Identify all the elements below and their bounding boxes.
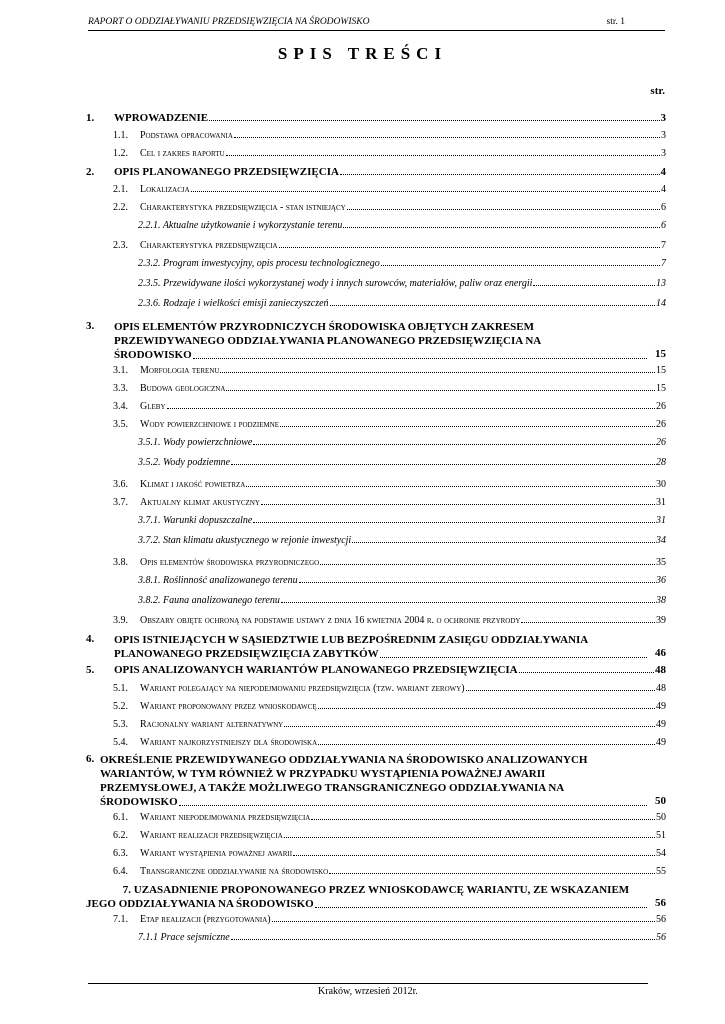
toc-entry-page: 38 (656, 595, 666, 606)
toc-entry-text: OPIS ISTNIEJĄCYCH W SĄSIEDZTWIE LUB BEZPOŚREDNIM ZASIĘGU ODDZIAŁYWANIA PLANOWANEGO PRZEDSIĘWZIĘCIA ZABYTKÓW (114, 633, 666, 661)
toc-entry-number: 5. (86, 664, 95, 676)
toc-entry[interactable] (86, 130, 666, 144)
toc-entry-text: Wariant wystąpienia poważnej awarii (140, 848, 293, 859)
toc-entry-number: 3.4. (113, 401, 128, 412)
toc-entry-page: 30 (656, 479, 666, 490)
toc-entry[interactable] (86, 737, 666, 751)
dot-leader (329, 873, 655, 874)
toc-entry[interactable] (86, 683, 666, 697)
dot-leader (253, 444, 655, 445)
toc-entry[interactable] (86, 401, 666, 415)
toc-entry-page: 6 (661, 202, 666, 213)
toc-entry-page: 7 (661, 258, 666, 269)
toc-entry-text: WPROWADZENIE (114, 112, 209, 124)
toc-entry-number: 3.9. (113, 615, 128, 626)
toc-entry-text: OPIS PLANOWANEGO PRZEDSIĘWZIĘCIA (114, 166, 339, 178)
toc-entry[interactable] (86, 298, 666, 312)
toc-entry-page: 49 (656, 701, 666, 712)
toc-entry-page: 51 (656, 830, 666, 841)
toc-entry[interactable] (86, 615, 666, 629)
toc-entry-number: 3.3. (113, 383, 128, 394)
toc-entry-text: OKREŚLENIE PRZEWIDYWANEGO ODDZIAŁYWANIA NA ŚRODOWISKO ANALIZOWANYCH WARIANTÓW, W TYM RÓWNIEŻ W PRZYPADKU WYSTĄPIENIA POWAŻNEJ AWARII PRZEMYSŁOWEJ, A TAKŻE MOŻLIWEGO TRANSGRANICZNEGO ODDZIAŁYWANIA NA ŚRODOWISKO (100, 753, 666, 809)
toc-entry[interactable] (86, 719, 666, 733)
dot-leader (231, 464, 655, 465)
dot-leader (381, 265, 660, 266)
dot-leader (209, 120, 659, 121)
toc-entry-page: 56 (656, 914, 666, 925)
toc-entry[interactable] (86, 932, 666, 946)
toc-entry[interactable] (86, 753, 666, 809)
toc-entry-number: 3.6. (113, 479, 128, 490)
toc-entry-page: 26 (656, 401, 666, 412)
toc-entry-text: Obszary objęte ochroną na podstawie ustawy z dnia 16 kwietnia 2004 r. o ochronie przyrody (140, 615, 521, 626)
dot-leader (343, 227, 660, 228)
toc-entry-text: OPIS ELEMENTÓW PRZYRODNICZYCH ŚRODOWISKA OBJĘTYCH ZAKRESEM PRZEWIDYWANEGO ODDZIAŁYWANIA PLANOWANEGO PRZEDSIĘWZIĘCIA NA ŚRODOWISKO (114, 320, 666, 362)
dot-leader (318, 708, 655, 709)
toc-entry-text: 7. UZASADNIENIE PROPONOWANEGO PRZEZ WNIOSKODAWCĘ WARIANTU, ZE WSKAZANIEM JEGO ODDZIAŁYWANIA NA ŚRODOWISKO (86, 883, 666, 911)
toc-entry-text: Podstawa opracowania (140, 130, 233, 141)
toc-entry-text: Transgraniczne oddziaływanie na środowisko (140, 866, 329, 877)
toc-entry-number: 5.2. (113, 701, 128, 712)
toc-entry[interactable] (86, 365, 666, 379)
dot-leader (318, 744, 655, 745)
toc-entry[interactable] (86, 812, 666, 826)
toc-entry-page: 15 (656, 383, 666, 394)
toc-entry[interactable] (86, 479, 666, 493)
toc-entry-number: 6.4. (113, 866, 128, 877)
dot-leader (466, 690, 655, 691)
toc-entry-page: 46 (655, 647, 666, 659)
dot-leader (261, 504, 655, 505)
toc-entry-number: 4. (86, 633, 95, 645)
toc-entry[interactable] (86, 866, 666, 880)
header-title: RAPORT O ODDZIAŁYWANIU PRZEDSIĘWZIĘCIA NA ŚRODOWISKO (88, 17, 370, 27)
toc-entry-page: 4 (661, 184, 666, 195)
toc-entry-number: 1.1. (113, 130, 128, 141)
toc-entry[interactable] (86, 220, 666, 234)
toc-entry-page: 31 (656, 497, 666, 508)
toc-entry[interactable] (86, 419, 666, 433)
toc-entry-page: 7 (661, 240, 666, 251)
page-header (88, 14, 665, 31)
toc-entry-page: 49 (656, 719, 666, 730)
toc-entry[interactable] (86, 148, 666, 162)
toc-entry-page: 36 (656, 575, 666, 586)
toc-entry-page: 15 (656, 365, 666, 376)
toc-entry-page: 15 (655, 348, 666, 360)
toc-entry[interactable] (86, 595, 666, 609)
dot-leader (293, 855, 655, 856)
toc-entry[interactable] (86, 457, 666, 471)
dot-leader (533, 285, 655, 286)
toc-entry-page: 3 (661, 130, 666, 141)
toc-entry-text: Klimat i jakość powietrza (140, 479, 246, 490)
dot-leader (226, 390, 655, 391)
page-footer: Kraków, wrzesień 2012r. (88, 983, 648, 997)
dot-leader (234, 137, 660, 138)
toc-entry-text: Wody powierzchniowe i podziemne (140, 419, 280, 430)
toc-entry-text: Lokalizacja (140, 184, 190, 195)
dot-leader (284, 726, 655, 727)
dot-leader (347, 209, 660, 210)
dot-leader (279, 247, 661, 248)
toc-entry-number: 2.3. (113, 240, 128, 251)
toc-entry-text: Wariant najkorzystniejszy dla środowiska (140, 737, 318, 748)
toc-entry-number: 6.3. (113, 848, 128, 859)
toc-entry-page: 31 (656, 515, 666, 526)
toc-entry-text: 2.2.1. Aktualne użytkowanie i wykorzystanie terenu (138, 220, 343, 231)
toc-entry-page: 3 (660, 112, 666, 124)
toc-entry-text: 2.3.2. Program inwestycyjny, opis procesu technologicznego (138, 258, 380, 269)
dot-leader (272, 921, 655, 922)
dot-leader (253, 522, 655, 523)
toc-entry-number: 3.7. (113, 497, 128, 508)
toc-entry-page: 4 (660, 166, 666, 178)
toc-entry-number: 3.8. (113, 557, 128, 568)
toc-entry[interactable] (86, 575, 666, 589)
toc-entry[interactable] (86, 383, 666, 397)
toc-entry-number: 3.5. (113, 419, 128, 430)
toc-entry-text: Wariant realizacji przedsięwzięcia (140, 830, 283, 841)
toc-entry-text: 3.5.1. Wody powierzchniowe (138, 437, 253, 448)
toc-entry[interactable] (86, 437, 666, 451)
toc-entry-page: 13 (656, 278, 666, 289)
dot-leader (320, 564, 655, 565)
toc-entry-page: 39 (656, 615, 666, 626)
toc-entry-text: Wariant proponowany przez wnioskodawcę (140, 701, 317, 712)
toc-entry-page: 49 (656, 737, 666, 748)
toc-entry-text: 7.1.1 Prace sejsmiczne (138, 932, 230, 943)
dot-leader (521, 622, 655, 623)
toc-entry[interactable] (86, 184, 666, 198)
toc-entry-text: Wariant polegający na niepodejmowaniu przedsięwzięcia (tzw. wariant zerowy) (140, 683, 465, 694)
toc-entry-page: 50 (655, 795, 666, 807)
toc-entry[interactable] (86, 535, 666, 549)
dot-leader (246, 486, 655, 487)
toc-entry-text: 3.7.2. Stan klimatu akustycznego w rejonie inwestycji (138, 535, 352, 546)
toc-entry[interactable] (86, 633, 666, 661)
dot-leader (311, 819, 655, 820)
toc-entry[interactable] (86, 166, 666, 180)
toc-entry-text: Morfologia terenu (140, 365, 220, 376)
toc-entry-number: 3. (86, 320, 95, 332)
toc-entry-text: Opis elementów środowiska przyrodniczego (140, 557, 320, 568)
dot-leader (231, 939, 655, 940)
header-page-number: str. 1 (606, 17, 625, 27)
toc-entry-number: 5.4. (113, 737, 128, 748)
page-title: SPIS TREŚCI (277, 44, 448, 63)
toc-entry-text: 3.7.1. Warunki dopuszczalne (138, 515, 253, 526)
toc-entry-number: 7.1. (113, 914, 128, 925)
dot-leader (191, 191, 660, 192)
toc-entry-number: 3.1. (113, 365, 128, 376)
toc-entry-text: Budowa geologiczna (140, 383, 226, 394)
toc-entry[interactable] (86, 830, 666, 844)
toc-entry[interactable] (86, 258, 666, 272)
toc-entry-text: Etap realizacji (przygotowania) (140, 914, 271, 925)
toc-entry[interactable] (86, 240, 666, 254)
toc-entry[interactable] (86, 320, 666, 362)
toc-entry-number: 6. (86, 753, 95, 765)
toc-entry-page: 26 (656, 437, 666, 448)
toc-entry-page: 48 (655, 664, 666, 676)
dot-leader (299, 582, 655, 583)
toc-entry[interactable] (86, 701, 666, 715)
toc-entry-text: 2.3.5. Przewidywane ilości wykorzystanej wody i innych surowców, materiałów, paliw oraz energii (138, 278, 533, 289)
toc-entry-number: 1. (86, 112, 95, 124)
dot-leader (220, 372, 655, 373)
toc-entry[interactable] (86, 848, 666, 862)
toc-entry-page: 34 (656, 535, 666, 546)
toc-entry-number: 5.1. (113, 683, 128, 694)
toc-entry[interactable] (86, 278, 666, 292)
toc-entry-number: 6.2. (113, 830, 128, 841)
toc-entry-page: 55 (656, 866, 666, 877)
toc-entry-number: 1.2. (113, 148, 128, 159)
dot-leader (330, 305, 655, 306)
toc-entry-text: 3.8.1. Roślinność analizowanego terenu (138, 575, 298, 586)
dot-leader (280, 426, 655, 427)
toc-entry-text: Wariant niepodejmowania przedsięwzięcia (140, 812, 311, 823)
toc-entry[interactable] (86, 914, 666, 928)
toc-entry-number: 6.1. (113, 812, 128, 823)
toc-entry-text: Aktualny klimat akustyczny (140, 497, 260, 508)
toc-entry-text: Cel i zakres raportu (140, 148, 225, 159)
toc-entry-text: 3.8.2. Fauna analizowanego terenu (138, 595, 280, 606)
toc-entry-text: Charakterystyka przedsięwzięcia - stan istniejący (140, 202, 346, 213)
dot-leader (352, 542, 655, 543)
toc-entry[interactable] (86, 497, 666, 511)
dot-leader (281, 602, 655, 603)
dot-leader (284, 837, 655, 838)
toc-entry-page: 35 (656, 557, 666, 568)
toc-entry-text: 3.5.2. Wody podziemne (138, 457, 231, 468)
dot-leader (340, 174, 660, 175)
dot-leader (226, 155, 660, 156)
toc-entry[interactable] (86, 202, 666, 216)
toc-entry-page: 48 (656, 683, 666, 694)
toc-entry-number: 2.1. (113, 184, 128, 195)
dot-leader (167, 408, 656, 409)
toc-entry-page: 14 (656, 298, 666, 309)
toc-entry-text: Charakterystyka przedsięwzięcia (140, 240, 278, 251)
toc-entry-page: 3 (661, 148, 666, 159)
toc-entry-text: OPIS ANALIZOWANYCH WARIANTÓW PLANOWANEGO PRZEDSIĘWZIĘCIA (114, 664, 518, 676)
toc-entry-page: 28 (656, 457, 666, 468)
toc-entry[interactable] (86, 515, 666, 529)
toc-entry-page: 56 (656, 932, 666, 943)
toc-entry-number: 2. (86, 166, 95, 178)
toc-entry[interactable] (86, 664, 666, 678)
toc-entry-number: 5.3. (113, 719, 128, 730)
toc-entry-text: Gleby (140, 401, 166, 412)
toc-entry[interactable] (86, 883, 666, 911)
toc-entry-page: 26 (656, 419, 666, 430)
toc-entry[interactable] (86, 112, 666, 126)
toc-entry-page: 50 (656, 812, 666, 823)
toc-entry-number: 2.2. (113, 202, 128, 213)
toc-entry[interactable] (86, 557, 666, 571)
toc-entry-page: 54 (656, 848, 666, 859)
toc-entry-text: Racjonalny wariant alternatywny (140, 719, 284, 730)
toc-entry-text: 2.3.6. Rodzaje i wielkości emisji zanieczyszczeń (138, 298, 329, 309)
page-column-label: str. (650, 85, 665, 97)
toc-entry-page: 56 (655, 897, 666, 909)
dot-leader (519, 672, 654, 673)
toc-entry-page: 6 (661, 220, 666, 231)
